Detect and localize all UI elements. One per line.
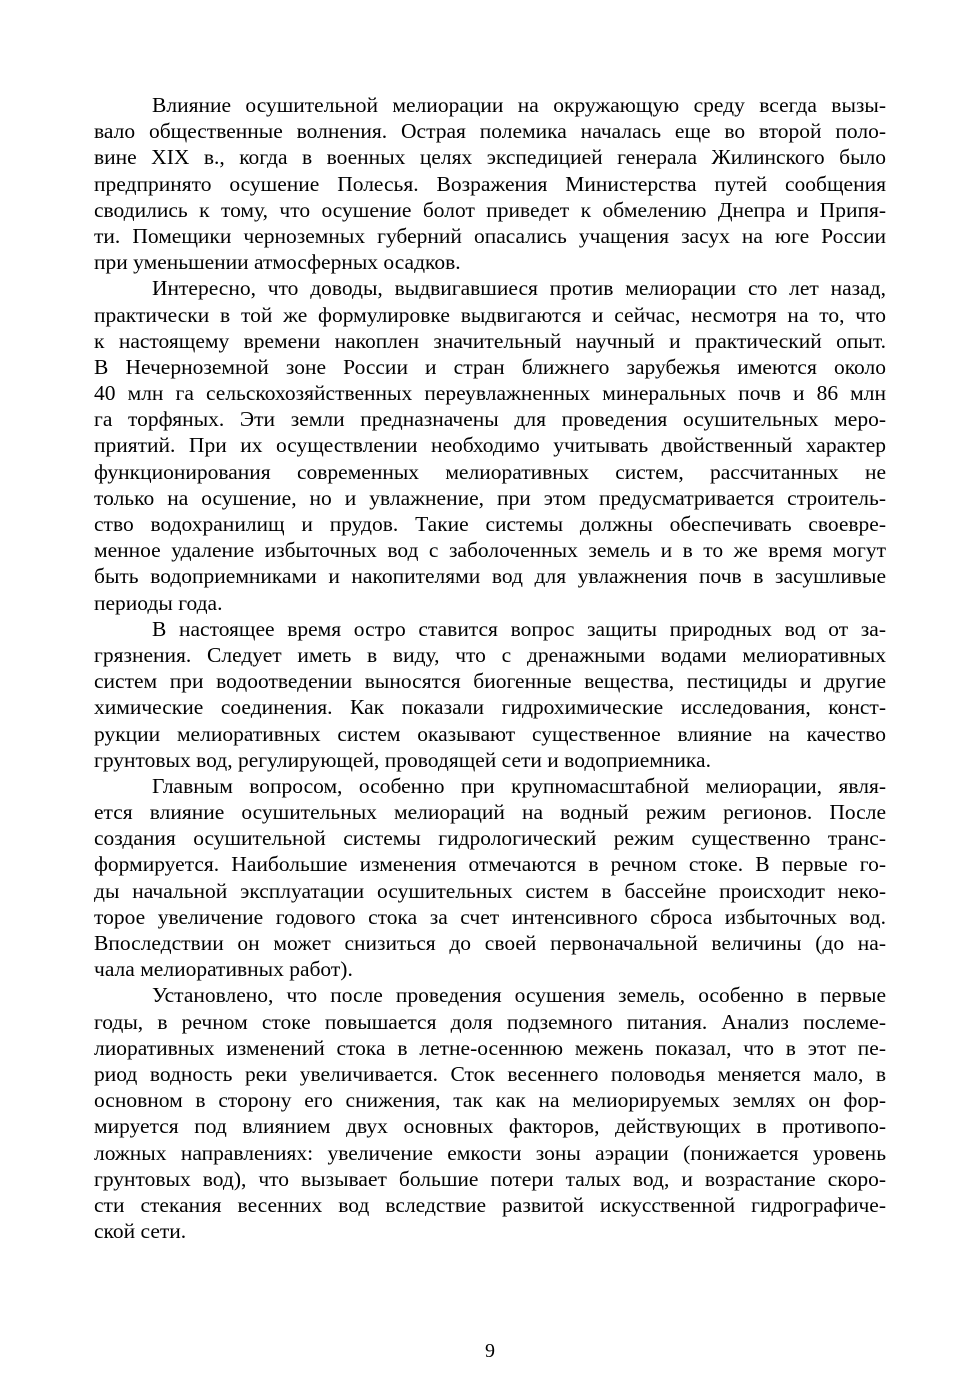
text-line: лиоративных изменений стока в летне-осеннюю межень показал, что в этот пе- (94, 1035, 886, 1060)
text-line: ской сети. (94, 1219, 187, 1244)
text-line: систем при водоотведении выносятся биогенные вещества, пестициды и другие (94, 669, 886, 694)
text-line: ложных направлениях: увеличение емкости зоны аэрации (понижается уровень (94, 1140, 886, 1165)
text-line: вине XIX в., когда в военных целях экспедицией генерала Жилинского было (94, 145, 886, 170)
text-line: периоды года. (94, 590, 223, 615)
paragraph-1 (94, 92, 886, 275)
text-line: Впоследствии он может снизиться до своей первоначальной величины (до на- (94, 931, 886, 955)
paragraph-5 (94, 982, 886, 1244)
text-line: чала мелиоративных работ). (94, 957, 353, 982)
text-line: вало общественные волнения. Острая полемика началась еще во второй поло- (94, 119, 886, 144)
page-body (94, 92, 886, 1244)
text-line: формируется. Наибольшие изменения отмечаются в речном стоке. В первые го- (94, 852, 886, 877)
text-line: Главным вопросом, особенно при крупномасштабной мелиорации, явля- (152, 773, 886, 798)
text-line: создания осушительной системы гидрологический режим существенно транс- (94, 826, 886, 851)
text-line: быть водоприемниками и накопителями вод для увлажнения почв в засушливые (94, 564, 886, 589)
text-line: ство водохранилищ и прудов. Такие системы должны обеспечивать своевре- (94, 512, 886, 536)
text-line: 40 млн га сельскохозяйственных переувлажненных минеральных почв и 86 млн (94, 381, 886, 406)
text-line: приятий. При их осуществлении необходимо учитывать двойственный характер (94, 433, 886, 458)
text-line: грунтовых вод, регулирующей, проводящей сети и водоприемника. (94, 747, 711, 772)
paragraph-3 (94, 616, 886, 773)
text-line: Установлено, что после проведения осушения земель, особенно в первые (152, 983, 886, 1008)
text-line: практически в той же формулировке выдвигаются и сейчас, несмотря на то, что (94, 302, 886, 327)
text-line: сти стекания весенних вод вследствие развитой искусственной гидрографиче- (94, 1192, 886, 1217)
text-line: риод водность реки увеличивается. Сток весеннего половодья меняется мало, в (94, 1061, 886, 1086)
text-line: к настоящему времени накоплен значительный научный и практический опыт. (94, 328, 886, 353)
text-line: основном в сторону его снижения, так как на мелиорируемых землях он фор- (94, 1088, 886, 1113)
text-line: только на осушение, но и увлажнение, при этом предусматривается строитель- (94, 485, 886, 510)
paragraph-2 (94, 275, 886, 615)
page-number: 9 (485, 1340, 495, 1362)
text-line: ды начальной эксплуатации осушительных систем в бассейне происходит неко- (94, 878, 886, 903)
text-line: га торфяных. Эти земли предназначены для проведения осушительных меро- (94, 407, 886, 432)
text-line: грязнения. Следует иметь в виду, что с дренажными водами мелиоративных (94, 642, 886, 667)
paragraph-4 (94, 773, 886, 983)
text-line: сводились к тому, что осушение болот приведет к обмелению Днепра и Припя- (94, 197, 886, 222)
text-line: В настоящее время остро ставится вопрос защиты природных вод от за- (152, 616, 886, 641)
text-line: В Нечерноземной зоне России и стран ближнего зарубежья имеются около (94, 354, 886, 379)
text-line: предпринято осушение Полесья. Возражения Министерства путей сообщения (94, 171, 886, 196)
text-line: менное удаление избыточных вод с заболоченных земель и в то же время могут (94, 538, 886, 563)
text-line: торое увеличение годового стока за счет интенсивного сброса избыточных вод. (94, 904, 886, 929)
text-line: химические соединения. Как показали гидрохимические исследования, конст- (94, 695, 886, 720)
text-line: рукции мелиоративных систем оказывают существенное влияние на качество (94, 721, 886, 746)
text-line: грунтовых вод), что вызывает большие потери талых вод, и возрастание скоро- (94, 1166, 886, 1191)
text-line: мируется под влиянием двух основных факторов, действующих в противопо- (94, 1114, 886, 1139)
text-line: ется влияние осушительных мелиораций на водный режим регионов. После (94, 800, 886, 825)
text-line: функционирования современных мелиоративных систем, рассчитанных не (94, 459, 886, 484)
text-line: ти. Помещики черноземных губерний опасались учащения засух на юге России (94, 223, 886, 248)
text-line: Интересно, что доводы, выдвигавшиеся против мелиорации сто лет назад, (152, 276, 886, 301)
text-line: при уменьшении атмосферных осадков. (94, 250, 461, 275)
text-line: Влияние осушительной мелиорации на окружающую среду всегда вызы- (152, 93, 886, 117)
text-line: годы, в речном стоке повышается доля подземного питания. Анализ послеме- (94, 1009, 886, 1034)
